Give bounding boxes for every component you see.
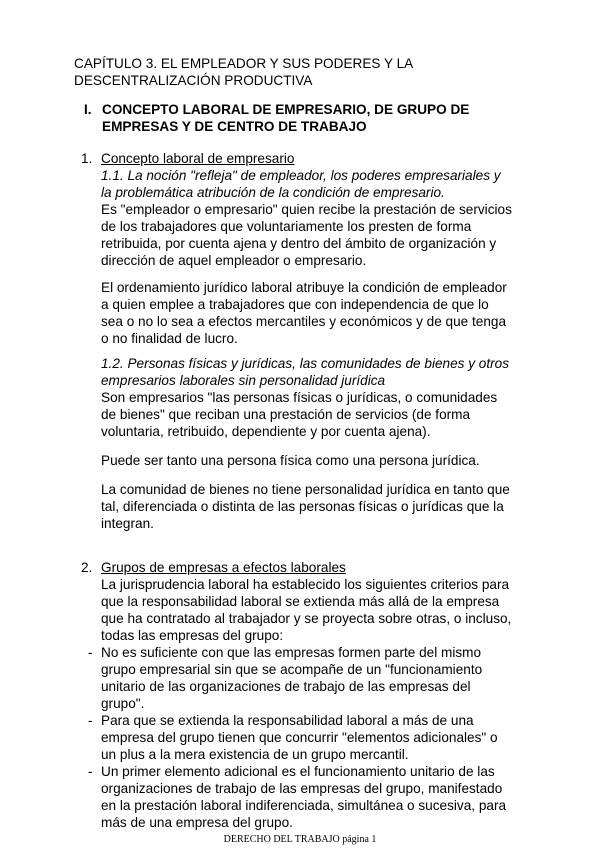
para1-line-3: retribuida, por cuenta ajena y dentro del ámbito de organización y [101,236,497,251]
item1-heading: Concepto laboral de empresario [101,151,295,166]
sub2-title-line-2: empresarios laborales sin personalidad jurídica [101,373,386,388]
para2-line-3: sea o no lo sea a efectos mercantiles y económicos y de que tenga [101,314,507,329]
chapter-title-line-2: DESCENTRALIZACIÓN PRODUCTIVA [74,73,313,88]
intro-line-3: que ha contratado al trabajador y se proyecta sobre otras, o incluso, [101,611,512,626]
bullet1-line-3: unitario de las organizaciones de trabajo de las empresas del [101,679,471,694]
bullet3-line-4: más de una empresa del grupo. [101,815,293,830]
para2-line-4: o no finalidad de lucro. [101,331,238,346]
sub1-title-line-2: la problemática atribución de la condición de empresario. [101,185,445,200]
para3-line-3: voluntaria, retribuido, dependiente y por cuenta ajena). [101,424,431,439]
sub2-title-line-1: 1.2. Personas físicas y jurídicas, las comunidades de bienes y otros [101,356,510,371]
bullet2-line-1: Para que se extienda la responsabilidad laboral a más de una [101,713,474,728]
bullet-marker: - [88,713,93,728]
item2-heading: Grupos de empresas a efectos laborales [101,560,346,575]
bullet1-line-1: No es suficiente con que las empresas formen parte del mismo [101,645,482,660]
para2-line-2: a quien emplee a trabajadores que con independencia de que lo [101,297,489,312]
para5-line-3: integran. [101,516,154,531]
para1-line-4: dirección de aquel empleador o empresario. [101,253,367,268]
bullet-marker: - [88,645,93,660]
bullet3-line-2: organizaciones de trabajo de las empresas del grupo, manifestado [101,781,503,796]
bullet1-line-2: grupo empresarial sin que se acompañe de un "funcionamiento [101,662,483,677]
item1-number: 1. [81,151,93,166]
intro-line-1: La jurisprudencia laboral ha establecido los siguientes criterios para [101,577,510,592]
para4-line-1: Puede ser tanto una persona física como una persona jurídica. [101,453,480,468]
page-footer: DERECHO DEL TRABAJO página 1 [223,834,377,845]
chapter-title-line-1: CAPÍTULO 3. EL EMPLEADOR Y SUS PODERES Y LA [74,56,414,71]
section-title-line-2: EMPRESAS Y DE CENTRO DE TRABAJO [102,119,367,134]
bullet2-line-3: un plus a la mera existencia de un grupo mercantil. [101,747,409,762]
sub1-title-line-1: 1.1. La noción "refleja" de empleador, los poderes empresariales y [101,168,501,183]
para1-line-2: de los trabajadores que voluntariamente los presten de forma [101,219,472,234]
intro-line-2: que la responsabilidad laboral se extienda más allá de la empresa [101,594,500,609]
bullet2-line-2: empresa del grupo tienen que concurrir "elementos adicionales" o [101,730,498,745]
bullet3-line-3: en la prestación laboral indiferenciada, simultánea o sucesiva, para [101,798,507,813]
para3-line-2: de bienes" que reciban una prestación de servicios (de forma [101,407,471,422]
para5-line-2: tal, diferenciada o distinta de las personas físicas o jurídicas que la [101,499,504,514]
bullet3-line-1: Un primer elemento adicional es el funcionamiento unitario de las [101,764,495,779]
para3-line-1: Son empresarios "las personas físicas o jurídicas, o comunidades [101,390,498,405]
para2-line-1: El ordenamiento jurídico laboral atribuye la condición de empleador [101,280,507,295]
para1-line-1: Es "empleador o empresario" quien recibe la prestación de servicios [101,202,512,217]
bullet1-line-4: grupo". [101,696,145,711]
item2-number: 2. [81,560,93,575]
section-marker: I. [84,102,92,117]
intro-line-4: todas las empresas del grupo: [101,628,284,643]
section-title-line-1: CONCEPTO LABORAL DE EMPRESARIO, DE GRUPO DE [102,102,470,117]
bullet-marker: - [88,764,93,779]
para5-line-1: La comunidad de bienes no tiene personalidad jurídica en tanto que [101,482,510,497]
